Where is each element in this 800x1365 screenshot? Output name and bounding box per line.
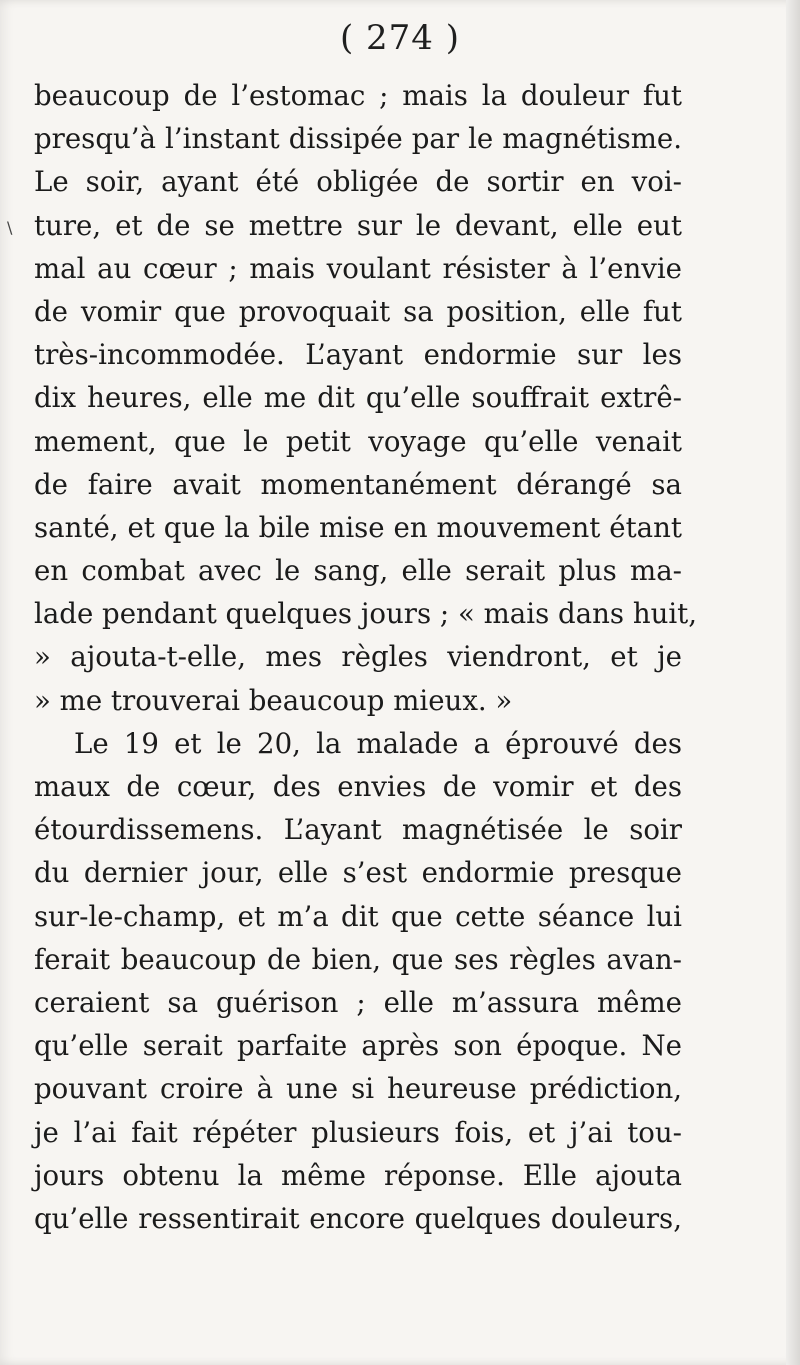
text-line: pouvant croire à une si heureuse prédiction,	[34, 1072, 682, 1106]
text-line: je l’ai fait répéter plusieurs fois, et j’ai tou-	[34, 1115, 682, 1149]
text-line: de faire avait momentanément dérangé sa	[34, 467, 682, 501]
text-line: ferait beaucoup de bien, que ses règles avan-	[34, 942, 682, 976]
text-line: très-incommodée. L’ayant endormie sur les	[34, 338, 682, 372]
page-number: ( 274 )	[339, 18, 461, 58]
text-line: mement, que le petit voyage qu’elle venait	[34, 424, 682, 458]
text-line: qu’elle serait parfaite après son époque. Ne	[34, 1029, 682, 1063]
text-line: sur-le-champ, et m’a dit que cette séance lui	[34, 899, 682, 933]
body-text	[34, 74, 698, 1240]
text-line: ceraient sa guérison ; elle m’assura même	[34, 985, 682, 1019]
text-line: presqu’à l’instant dissipée par le magnétisme.	[34, 122, 682, 156]
text-line: Le soir, ayant été obligée de sortir en voi-	[34, 165, 682, 199]
text-line: de vomir que provoquait sa position, elle fut	[34, 294, 682, 328]
text-line: ture, et de se mettre sur le devant, elle eut	[34, 208, 682, 242]
text-line: » ajouta-t-elle, mes règles viendront, et je	[34, 640, 682, 674]
page-edge	[786, 0, 800, 1365]
text-line: étourdissemens. L’ayant magnétisée le soir	[34, 813, 682, 847]
text-line: » me trouverai beaucoup mieux. »	[34, 683, 513, 717]
margin-mark: \	[7, 218, 13, 237]
text-line: mal au cœur ; mais voulant résister à l’envie	[34, 251, 682, 285]
text-line: beaucoup de l’estomac ; mais la douleur fut	[34, 79, 682, 112]
text-line: lade pendant quelques jours ; « mais dans huit,	[34, 597, 698, 631]
text-line: dix heures, elle me dit qu’elle souffrait extrê-	[34, 381, 682, 415]
text-line: maux de cœur, des envies de vomir et des	[34, 770, 682, 803]
text-line: Le 19 et le 20, la malade a éprouvé des	[74, 726, 682, 760]
text-line: du dernier jour, elle s’est endormie presque	[34, 856, 682, 890]
text-line: en combat avec le sang, elle serait plus ma-	[34, 554, 682, 588]
text-line: santé, et que la bile mise en mouvement étant	[34, 510, 682, 544]
text-line: jours obtenu la même réponse. Elle ajouta	[34, 1158, 682, 1192]
text-line: qu’elle ressentirait encore quelques douleurs,	[34, 1201, 682, 1235]
